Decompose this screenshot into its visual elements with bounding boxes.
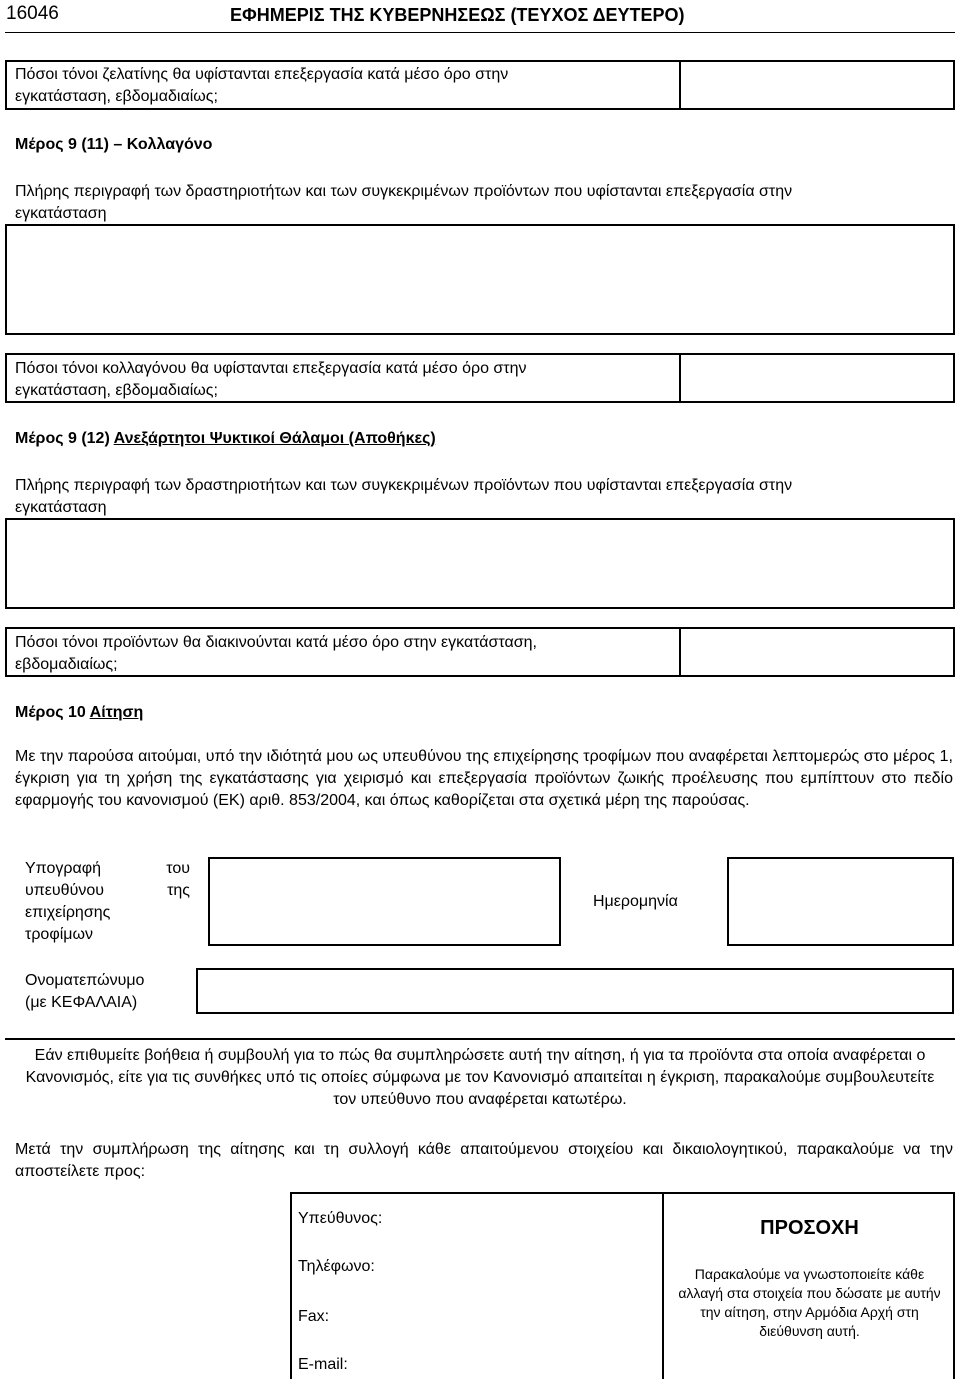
contact-responsible-label: Υπεύθυνος: (298, 1210, 383, 1227)
signature-label-word6: τροφίμων (25, 926, 93, 943)
part-9-12-heading-prefix: Μέρος 9 (12) (15, 430, 114, 447)
part-9-12-description-line1: Πλήρης περιγραφή των δραστηριοτήτων και των συγκεκριμένων προϊόντων που υφίστανται επεξεργασία στην (15, 477, 793, 494)
full-name-label-line2: (με ΚΕΦΑΛΑΙΑ) (25, 994, 138, 1011)
part-9-12-description-field[interactable] (5, 518, 955, 609)
part-9-12-description-line2: εγκατάσταση (15, 499, 107, 516)
gelatin-answer-field[interactable] (679, 60, 681, 110)
header-rule (5, 32, 955, 33)
part-9-12-heading-title: Ανεξάρτητοι Ψυκτικοί Θάλαμοι (Αποθήκες) (113, 430, 436, 447)
help-note-rule (5, 1038, 955, 1040)
signature-field[interactable] (208, 857, 561, 946)
full-name-label-line1: Ονοματεπώνυμο (25, 972, 145, 989)
date-label: Ημερομηνία (593, 893, 678, 910)
signature-label-word2: του (166, 860, 190, 877)
signature-label (25, 858, 190, 946)
part-10-application-text: Με την παρούσα αιτούμαι, υπό την ιδιότητά μου ως υπευθύνου της επιχείρησης τροφίμων που αναφέρεται λεπτομερώς στο μέρος 1, έγκριση για τη χρήση της εγκατάστασης για χειρισμό και επεξεργασία προϊόντων ζωικής προέλευσης που εμπίπτουν στο πεδίο εφαρμογής του κανονισμού (ΕΚ) αριθ. 853/2004, και όπως καθορίζεται στα σχετικά μέρη της παρούσας. (15, 748, 953, 809)
signature-label-word3: υπευθύνου (25, 882, 104, 899)
part-10-heading-prefix: Μέρος 10 (15, 704, 90, 721)
part-9-11-heading: Μέρος 9 (11) – Κολλαγόνο (15, 136, 213, 153)
signature-label-word4: της (167, 882, 190, 899)
gelatin-question-line1: Πόσοι τόνοι ζελατίνης θα υφίστανται επεξεργασία κατά μέσο όρο στην (15, 66, 509, 83)
products-question-line2: εβδομαδιαίως; (15, 656, 118, 673)
collagen-answer-field[interactable] (679, 353, 681, 403)
part-10-heading-title: Αίτηση (89, 704, 144, 721)
part-9-11-description-line1: Πλήρης περιγραφή των δραστηριοτήτων και των συγκεκριμένων προϊόντων που υφίστανται επεξεργασία στην (15, 183, 793, 200)
part-10-heading (15, 702, 143, 724)
contact-phone-label: Τηλέφωνο: (298, 1258, 375, 1275)
notice-body: Παρακαλούμε να γνωστοποιείτε κάθε αλλαγή στα στοιχεία που δώσατε με αυτήν την αίτηση, στην Αρμόδια Αρχή στη διεύθυνση αυτή. (678, 1266, 941, 1339)
full-name-field[interactable] (196, 968, 954, 1014)
collagen-question-line1: Πόσοι τόνοι κολλαγόνου θα υφίστανται επεξεργασία κατά μέσο όρο στην (15, 360, 527, 377)
signature-label-word1: Υπογραφή (25, 860, 102, 877)
page-number: 16046 (6, 3, 59, 24)
help-note: Εάν επιθυμείτε βοήθεια ή συμβουλή για το πώς θα συμπληρώσετε αυτή την αίτηση, ή για τα προϊόντα στα οποία αναφέρεται ο Κανονισμός, είτε για τις συνθήκες υπό τις οποίες σύμφωνα με τον Κανονισμό απαιτείται η έγκριση, παρακαλούμε συμβουλευτείτε τον υπεύθυνο που αναφέρεται κατωτέρω. (25, 1047, 935, 1108)
contact-email-label: E-mail: (298, 1356, 348, 1373)
products-question-line1: Πόσοι τόνοι προϊόντων θα διακινούνται κατά μέσο όρο στην εγκατάσταση, (15, 634, 537, 651)
gazette-title: ΕΦΗΜΕΡΙΣ ΤΗΣ ΚΥΒΕΡΝΗΣΕΩΣ (ΤΕΥΧΟΣ ΔΕΥΤΕΡΟ) (230, 5, 685, 25)
gelatin-question-line2: εγκατάσταση, εβδομαδιαίως; (15, 88, 218, 105)
part-9-12-heading (15, 428, 436, 450)
date-field[interactable] (727, 857, 954, 946)
part-9-11-description-line2: εγκατάσταση (15, 205, 107, 222)
send-instructions: Μετά την συμπλήρωση της αίτησης και τη συλλογή κάθε απαιτούμενου στοιχείου και δικαιολογητικού, παρακαλούμε να την αποστείλετε προς: (15, 1141, 953, 1180)
part-9-11-description-field[interactable] (5, 224, 955, 335)
notice-title: ΠΡΟΣΟΧΗ (760, 1217, 859, 1239)
collagen-question-line2: εγκατάσταση, εβδομαδιαίως; (15, 382, 218, 399)
contact-fax-label: Fax: (298, 1308, 330, 1325)
signature-label-word5: επιχείρησης (25, 904, 111, 921)
products-answer-field[interactable] (679, 627, 681, 677)
